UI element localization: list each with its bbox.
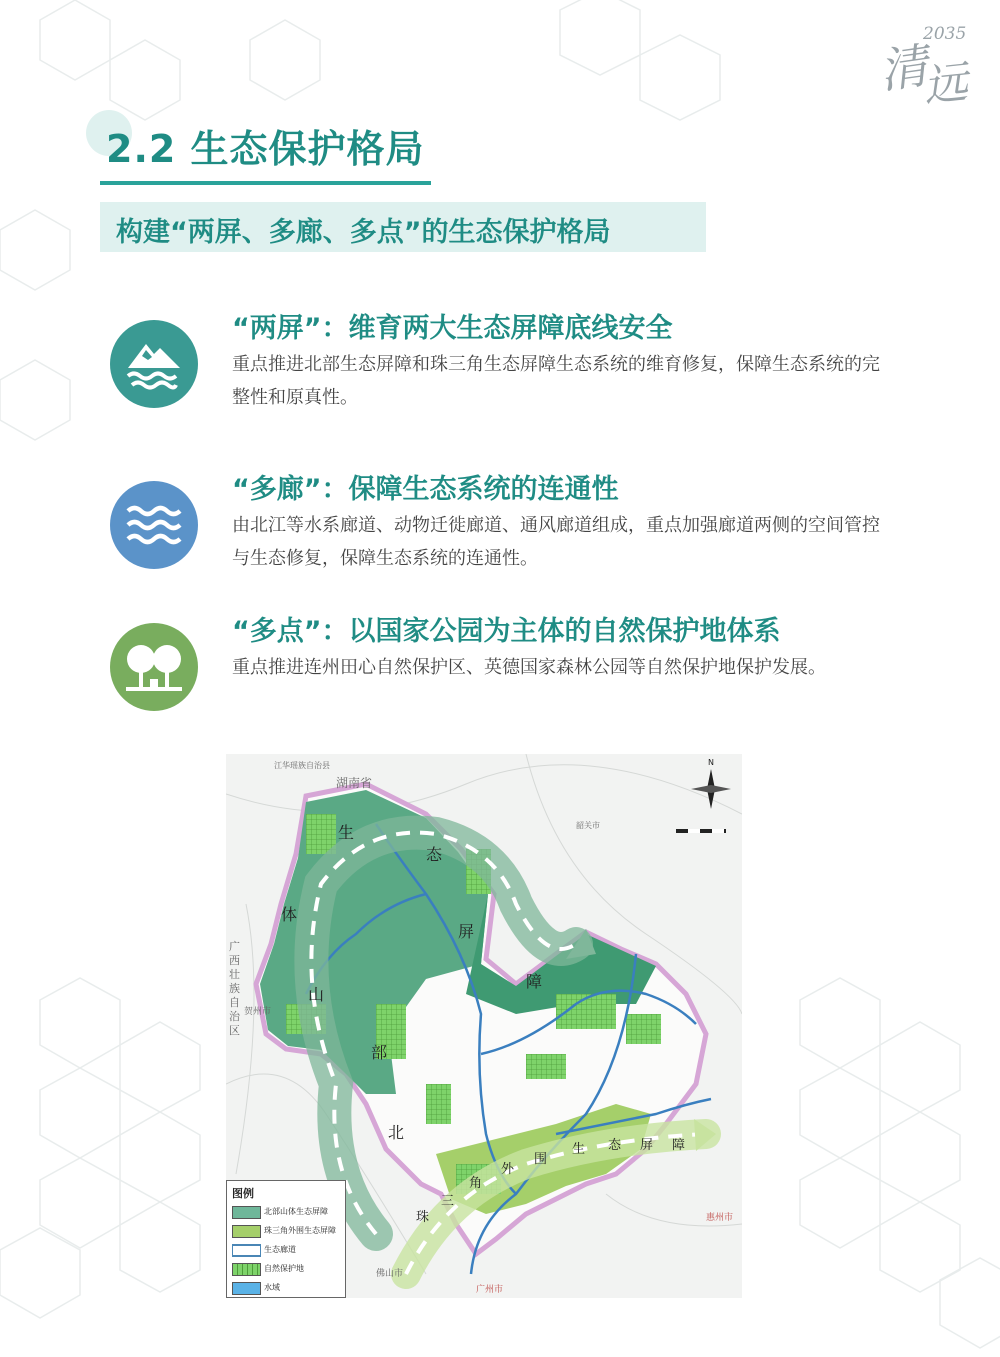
north-barrier-char: 体 bbox=[281, 905, 298, 924]
prd-barrier-char: 围 bbox=[534, 1152, 548, 1167]
legend-item bbox=[232, 1224, 344, 1238]
label-hezhou: 贺州市 bbox=[244, 1007, 272, 1017]
item-body: 由北江等水系廊道、动物迁徙廊道、通风廊道组成，重点加强廊道两侧的空间管控与生态修复，保障生态系统的连通性。 bbox=[232, 515, 880, 569]
north-barrier-char: 山 bbox=[308, 985, 325, 1004]
label-guangzhou: 广州市 bbox=[476, 1285, 504, 1295]
item-heading: “多点”：以国家公园为主体的自然保护地体系 bbox=[232, 616, 781, 647]
svg-text:N: N bbox=[708, 758, 714, 767]
prd-barrier-char: 生 bbox=[572, 1142, 586, 1157]
legend-item bbox=[232, 1281, 344, 1295]
north-barrier-char: 北 bbox=[388, 1123, 405, 1142]
legend-swatch bbox=[232, 1263, 261, 1276]
legend-swatch bbox=[232, 1282, 261, 1295]
waves-icon bbox=[110, 481, 198, 569]
legend-title: 图例 bbox=[232, 1187, 254, 1200]
trees-icon bbox=[110, 623, 198, 711]
prd-barrier-char: 态 bbox=[608, 1138, 622, 1153]
logo-year: 2035 bbox=[923, 24, 967, 44]
prd-barrier-char: 角 bbox=[469, 1176, 483, 1191]
legend-swatch bbox=[232, 1225, 261, 1238]
label-shaoguan: 韶关市 bbox=[576, 821, 600, 830]
legend-label: 水域 bbox=[264, 1283, 280, 1292]
section-title-block bbox=[100, 112, 431, 185]
prd-barrier-char: 三 bbox=[441, 1194, 455, 1209]
label-hunan: 湖南省 bbox=[336, 776, 373, 790]
legend-label: 生态廊道 bbox=[264, 1245, 296, 1254]
compass-icon bbox=[691, 758, 731, 809]
item-heading: “两屏”：维育两大生态屏障底线安全 bbox=[232, 313, 673, 344]
item-heading: “多廊”：保障生态系统的连通性 bbox=[232, 474, 619, 505]
label-guangxi: 广西壮族自治区 bbox=[229, 940, 240, 1037]
label-foshan: 佛山市 bbox=[376, 1269, 404, 1279]
section-title: 2.2 生态保护格局 bbox=[100, 112, 431, 185]
qingyuan-2035-logo bbox=[875, 18, 980, 113]
north-barrier-char: 生 bbox=[338, 823, 355, 842]
logo-char-yuan: 远 bbox=[920, 56, 971, 113]
prd-barrier-char: 珠 bbox=[416, 1210, 430, 1225]
prd-barrier-char: 屏 bbox=[640, 1138, 654, 1153]
subtitle-banner bbox=[100, 202, 706, 252]
north-barrier-char: 障 bbox=[526, 972, 543, 991]
legend-item bbox=[232, 1205, 344, 1219]
label-jianghua: 江华瑶族自治县 bbox=[274, 761, 330, 770]
legend-swatch bbox=[232, 1206, 261, 1219]
legend-label: 自然保护地 bbox=[264, 1264, 304, 1273]
north-barrier-char: 态 bbox=[426, 845, 443, 864]
legend-label: 珠三角外围生态屏障 bbox=[264, 1226, 336, 1235]
mountain-water-icon bbox=[110, 320, 198, 408]
map-legend bbox=[226, 1180, 346, 1298]
ecological-protection-map bbox=[226, 754, 742, 1298]
north-barrier-char: 部 bbox=[371, 1043, 388, 1062]
legend-item bbox=[232, 1243, 344, 1257]
subtitle-banner-text: 构建“两屏、多廊、多点”的生态保护格局 bbox=[116, 217, 611, 248]
logo-char-qing: 清 bbox=[875, 37, 932, 101]
legend-item bbox=[232, 1262, 344, 1276]
legend-label: 北部山体生态屏障 bbox=[264, 1207, 328, 1216]
legend-swatch bbox=[232, 1244, 261, 1257]
item-body: 重点推进连州田心自然保护区、英德国家森林公园等自然保护地保护发展。 bbox=[232, 657, 826, 678]
prd-barrier-char: 障 bbox=[672, 1138, 686, 1153]
item-body: 重点推进北部生态屏障和珠三角生态屏障生态系统的维育修复，保障生态系统的完整性和原真性。 bbox=[232, 354, 880, 408]
label-huizhou: 惠州市 bbox=[706, 1213, 734, 1223]
north-barrier-char: 屏 bbox=[458, 922, 475, 941]
prd-barrier-char: 外 bbox=[501, 1162, 515, 1177]
